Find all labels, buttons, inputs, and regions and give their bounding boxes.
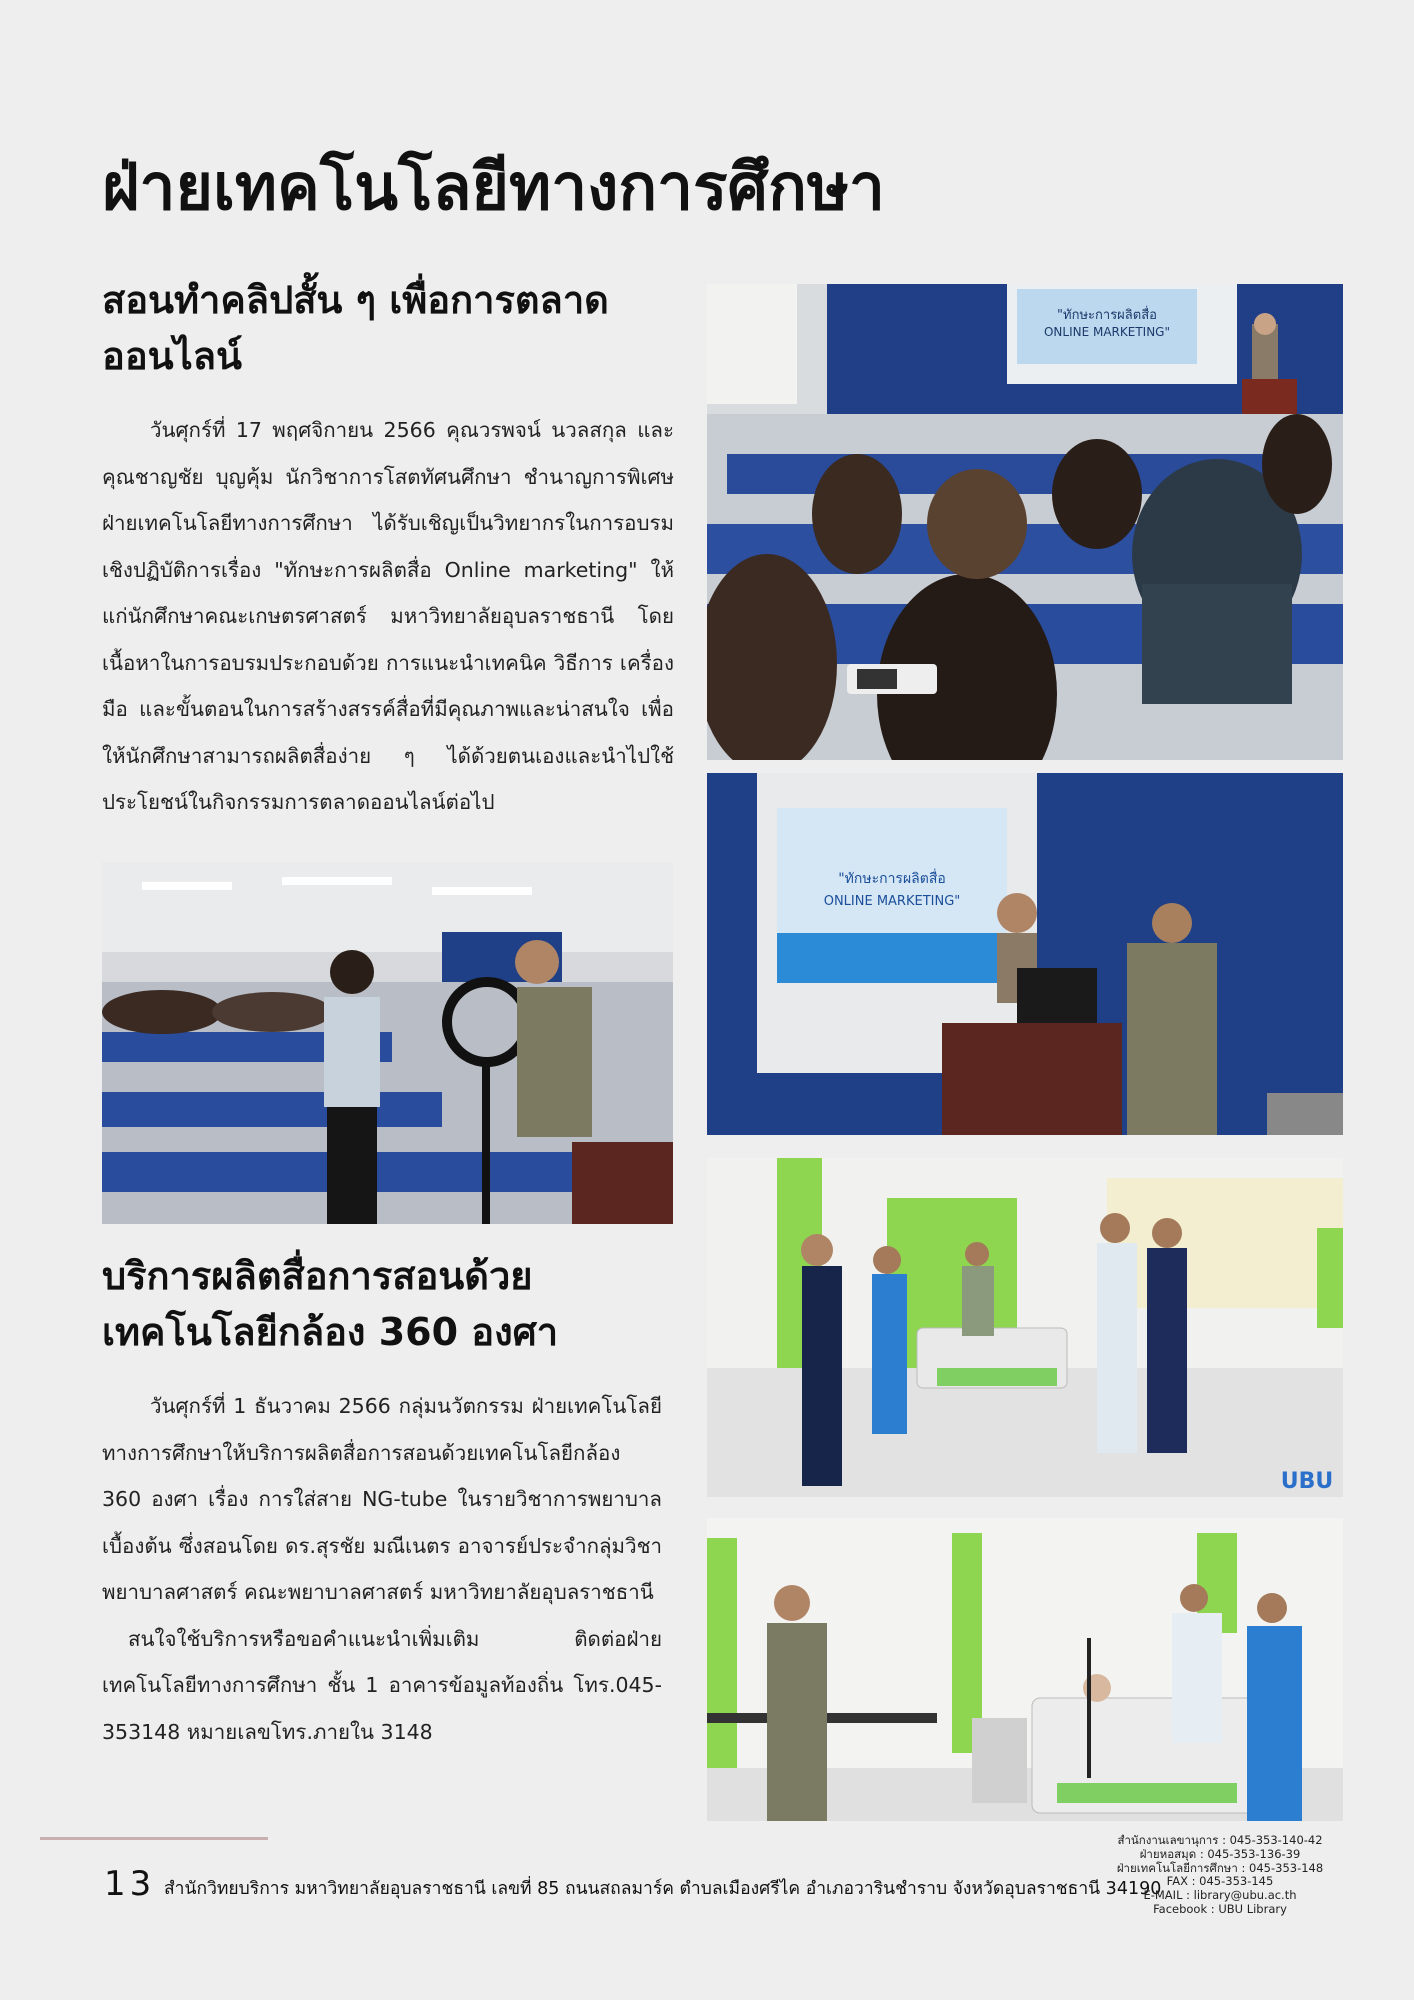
contact-info	[1100, 1834, 1340, 1917]
contact-library-phone: ฝ่ายหอสมุด : 045-353-136-39	[1139, 1846, 1301, 1861]
photo-seminar-audience	[707, 284, 1343, 760]
page-title: ฝ่ายเทคโนโลยีทางการศึกษา	[102, 151, 885, 225]
slide-title-text: "ทักษะการผลิตสื่อ	[1057, 308, 1157, 323]
presenter-slide-title: "ทักษะการผลิตสื่อ	[838, 871, 946, 887]
ubu-logo: UBU	[1280, 1469, 1334, 1494]
section-title-360-camera: บริการผลิตสื่อการสอนด้วยเทคโนโลยีกล้อง 360 องศา	[102, 1254, 559, 1354]
footer-divider	[40, 1837, 268, 1840]
photo-ring-light-demo	[102, 862, 673, 1224]
footer-address: สำนักวิทยบริการ มหาวิทยาลัยอุบลราชธานี เลขที่ 85 ถนนสถลมาร์ค ตำบลเมืองศรีไค อำเภอวารินชำราบ จังหวัดอุบลราชธานี 34190	[164, 1879, 1162, 1899]
contact-email: E-MAIL : library@ubu.ac.th	[1143, 1888, 1297, 1903]
section2-paragraph-1: วันศุกร์ที่ 1 ธันวาคม 2566 กลุ่มนวัตกรรม ฝ่ายเทคโนโลยีทางการศึกษาให้บริการผลิตสื่อการสอนด้วยเทคโนโลยีกล้อง 360 องศา เรื่อง การใส่สาย NG-tube ในรายวิชาการพยาบาลเบื้องต้น ซึ่งสอนโดย ดร.สุรชัย มณีเนตร อาจารย์ประจำกลุ่มวิชาพยาบาลศาสตร์ คณะพยาบาลศาสตร์ มหาวิทยาลัยอุบลราชธานี	[102, 1394, 662, 1604]
photo-360-camera-recording	[707, 1518, 1343, 1821]
contact-secretary-phone: สำนักงานเลขานุการ : 045-353-140-42	[1117, 1833, 1323, 1847]
section-body-short-clips: วันศุกร์ที่ 17 พฤศจิกายน 2566 คุณวรพจน์ นวลสกุล และคุณชาญชัย บุญคุ้ม นักวิชาการโสตทัศนศึกษา ชำนาญการพิเศษ ฝ่ายเทคโนโลยีทางการศึกษา ได้รับเชิญเป็นวิทยากรในการอบรมเชิงปฏิบัติการเรื่อง "ทักษะการผลิตสื่อ Online marketing" ให้แก่นักศึกษาคณะเกษตรศาสตร์ มหาวิทยาลัยอุบลราชธานี โดยเนื้อหาในการอบรมประกอบด้วย การแนะนำเทคนิค วิธีการ เครื่องมือ และขั้นตอนในการสร้างสรรค์สื่อที่มีคุณภาพและน่าสนใจ เพื่อให้นักศึกษาสามารถผลิตสื่อง่าย ๆ ได้ด้วยตนเองและนำไปใช้ประโยชน์ในกิจกรรมการตลาดออนไลน์ต่อไป	[102, 418, 674, 814]
page-number: 13	[104, 1864, 156, 1904]
section-body-360-camera	[102, 1383, 662, 1755]
section2-paragraph-2: สนใจใช้บริการหรือขอคำแนะนำเพิ่มเติม ติดต่อฝ่ายเทคโนโลยีทางการศึกษา ชั้น 1 อาคารข้อมูลท้องถิ่น โทร.045-353148 หมายเลขโทร.ภายใน 3148	[102, 1626, 662, 1744]
presenter-slide-subtitle: ONLINE MARKETING"	[823, 894, 961, 909]
photo-group-nursing-lab	[707, 1158, 1343, 1497]
photo-presenters	[707, 773, 1343, 1135]
section-title-short-clips: สอนทำคลิปสั้น ๆ เพื่อการตลาด ออนไลน์	[102, 278, 609, 378]
contact-edtech-phone: ฝ่ายเทคโนโลยีการศึกษา : 045-353-148	[1116, 1860, 1324, 1875]
contact-fax: FAX : 045-353-145	[1166, 1874, 1274, 1889]
slide-subtitle-text: ONLINE MARKETING"	[1043, 325, 1171, 339]
contact-facebook: Facebook : UBU Library	[1153, 1901, 1287, 1916]
